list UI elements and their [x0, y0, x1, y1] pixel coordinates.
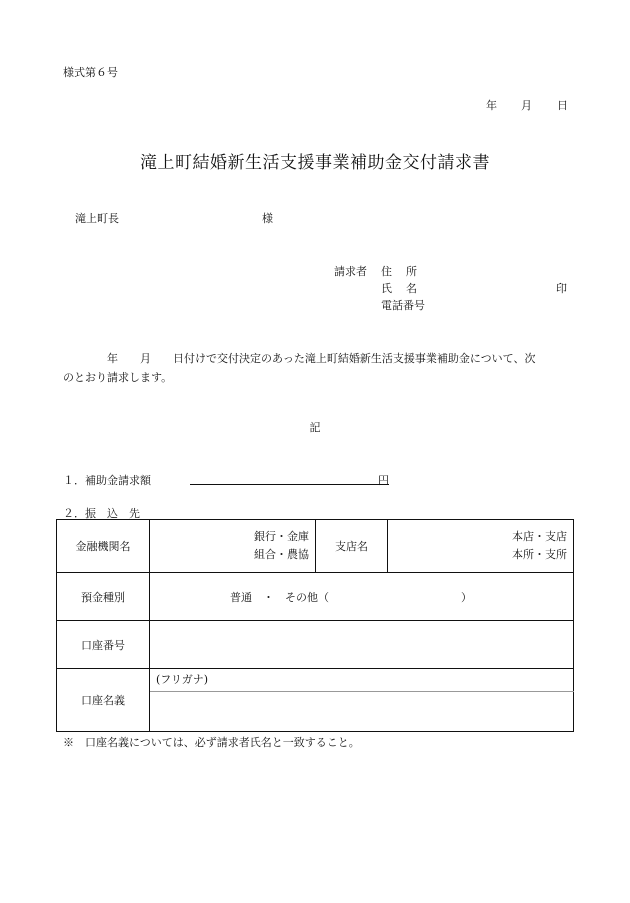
address-label: 住所 [381, 265, 431, 278]
institution-label: 金融機関名 [57, 520, 150, 573]
date-day-label: 日 [557, 99, 568, 112]
institution-types-1: 銀行・金庫 [254, 530, 309, 543]
deposit-type-row [57, 573, 574, 621]
requester-label: 請求者 [334, 265, 367, 278]
phone-label: 電話番号 [381, 299, 425, 312]
branch-label: 支店名 [316, 520, 388, 573]
branch-types-1: 本店・支店 [512, 530, 567, 543]
institution-row [57, 520, 574, 573]
furigana-label: (フリガナ) [156, 673, 209, 686]
name-label: 氏名 [381, 282, 431, 295]
item1-label: １．補助金請求額 [63, 474, 151, 487]
date-month-label: 月 [521, 99, 532, 112]
item2-label: ２．振 込 先 [63, 507, 140, 520]
account-number-field[interactable] [150, 621, 574, 669]
institution-types-2: 組合・農協 [254, 548, 309, 561]
deposit-type-label: 預金種別 [57, 573, 150, 621]
account-number-label: 口座番号 [57, 621, 150, 669]
account-name-label: 口座名義 [57, 669, 150, 732]
page-title: 滝上町結婚新生活支援事業補助金交付請求書 [140, 153, 490, 173]
body-text-line1: 年 月 日付けで交付決定のあった滝上町結婚新生活支援事業補助金について、次 [63, 352, 536, 365]
account-name-kana-row [57, 669, 574, 692]
yen-unit: 円 [378, 474, 389, 487]
body-text-line2: のとおり請求します。 [63, 371, 173, 384]
form-number: 様式第６号 [63, 66, 118, 79]
furigana-field[interactable] [150, 669, 574, 692]
amount-input-line[interactable] [190, 484, 389, 485]
deposit-type-field[interactable] [150, 573, 574, 621]
seal-mark: 印 [556, 282, 567, 295]
branch-field[interactable] [388, 520, 574, 573]
ki-heading: 記 [309, 421, 321, 434]
addressee: 滝上町長 [75, 212, 119, 225]
account-name-field[interactable] [150, 692, 574, 732]
deposit-type-options: 普通 ・ その他（ ） [230, 590, 472, 604]
date-year-label: 年 [486, 99, 497, 112]
addressee-honorific: 様 [262, 212, 273, 225]
institution-field[interactable] [150, 520, 316, 573]
branch-types-2: 本所・支所 [512, 548, 567, 561]
account-number-row [57, 621, 574, 669]
footnote: ※ 口座名義については、必ず請求者氏名と一致すること。 [63, 736, 360, 749]
bank-transfer-table [56, 519, 574, 732]
